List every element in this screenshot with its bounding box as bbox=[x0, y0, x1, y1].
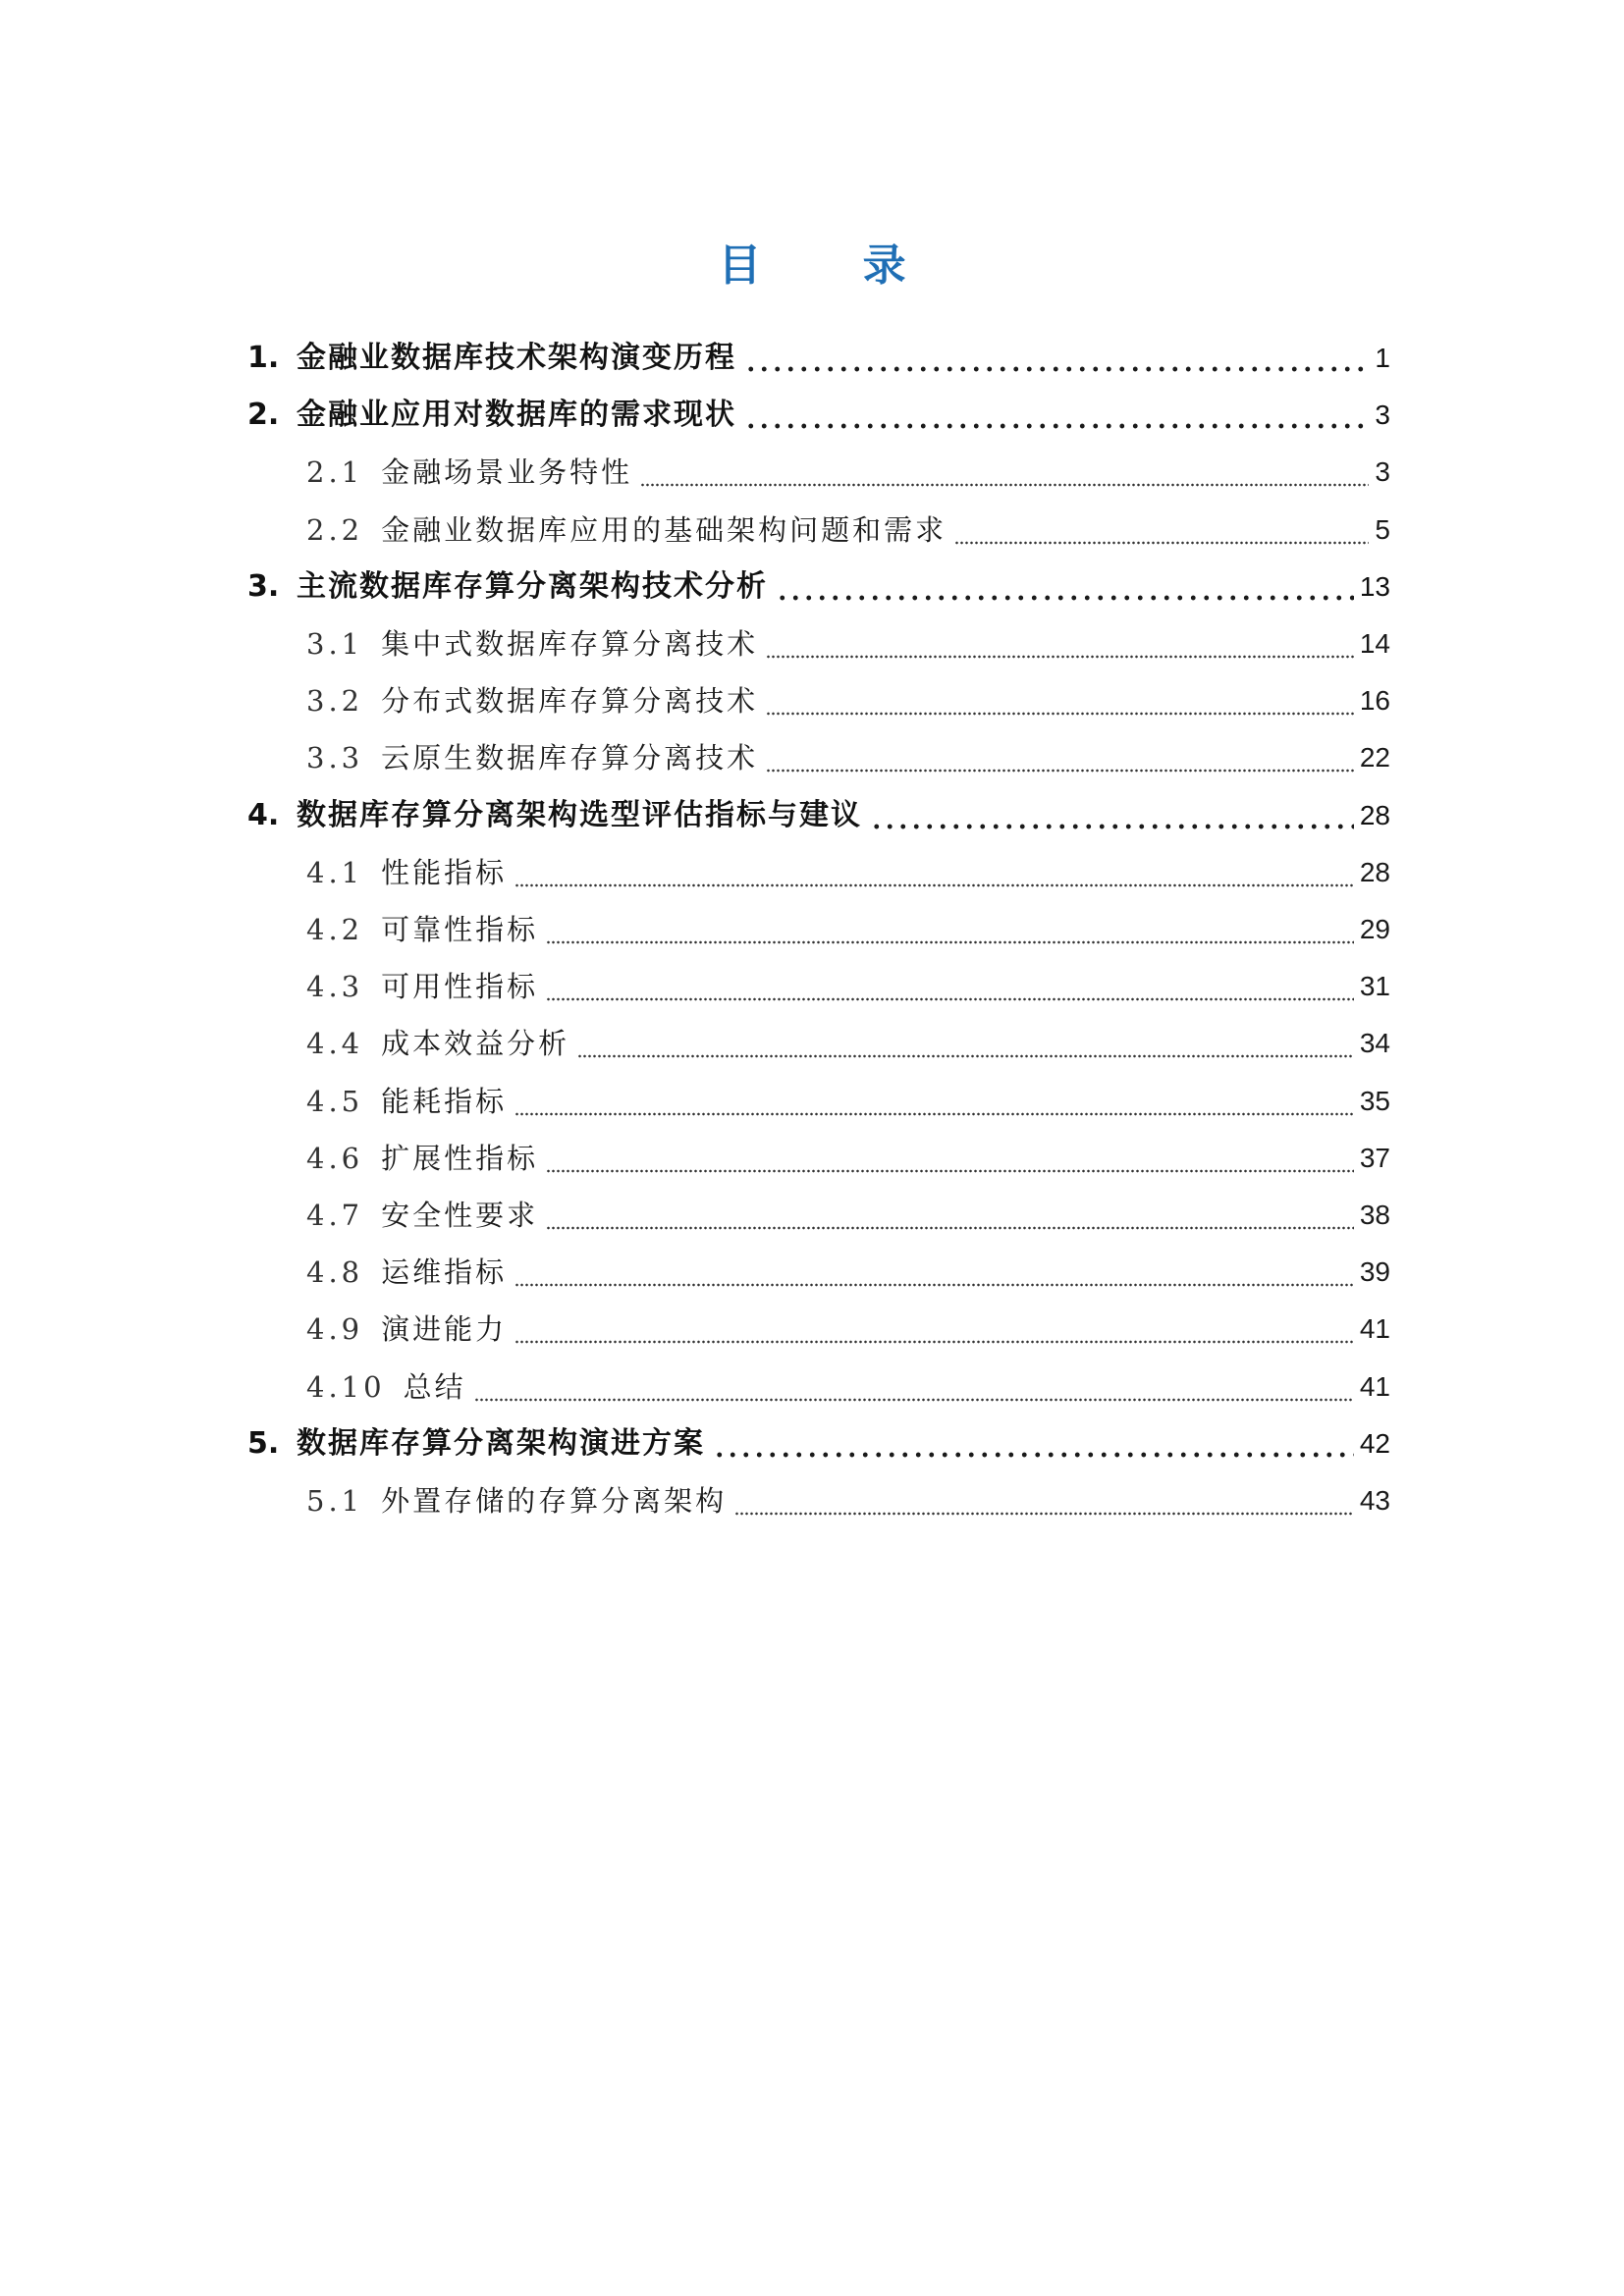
toc-entry[interactable] bbox=[306, 853, 1390, 892]
toc-entry-page-number: 29 bbox=[1359, 914, 1390, 944]
toc-entry[interactable] bbox=[306, 967, 1390, 1006]
toc-entry[interactable] bbox=[306, 681, 1390, 721]
toc-entry-number: 3. bbox=[247, 568, 280, 604]
toc-entry-page-number: 37 bbox=[1359, 1142, 1390, 1173]
toc-entry[interactable] bbox=[306, 1367, 1390, 1407]
toc-dot-leader bbox=[514, 853, 1354, 892]
toc-entry-title: 运维指标 bbox=[381, 1255, 508, 1290]
toc-entry-page-number: 42 bbox=[1359, 1427, 1390, 1459]
toc-entry[interactable] bbox=[306, 624, 1390, 664]
toc-dot-leader bbox=[776, 567, 1354, 607]
toc-dot-leader bbox=[546, 1139, 1354, 1178]
toc-dot-leader bbox=[744, 396, 1369, 435]
toc-dot-leader bbox=[546, 910, 1354, 949]
toc-entry-number: 2.1 bbox=[306, 455, 364, 490]
toc-entry-title: 金融业数据库应用的基础架构问题和需求 bbox=[381, 512, 947, 547]
toc-dot-leader bbox=[514, 1309, 1354, 1349]
toc-entry-page-number: 3 bbox=[1375, 456, 1390, 488]
toc-entry[interactable] bbox=[247, 1424, 1390, 1464]
toc-entry[interactable] bbox=[306, 1082, 1390, 1121]
toc-entry-page-number: 1 bbox=[1375, 343, 1390, 373]
toc-dot-leader bbox=[514, 1253, 1354, 1292]
toc-entry-page-number: 35 bbox=[1359, 1085, 1390, 1116]
toc-entry-title: 扩展性指标 bbox=[381, 1141, 539, 1175]
toc-entry-title: 可靠性指标 bbox=[381, 913, 539, 946]
toc-dot-leader bbox=[713, 1424, 1354, 1464]
toc-entry-number: 1. bbox=[247, 341, 280, 375]
toc-dot-leader bbox=[766, 738, 1354, 777]
toc-entry-page-number: 41 bbox=[1359, 1370, 1390, 1402]
toc-entry-number: 5.1 bbox=[306, 1484, 364, 1518]
toc-entry-title: 外置存储的存算分离架构 bbox=[381, 1484, 728, 1518]
toc-entry[interactable] bbox=[247, 796, 1390, 835]
toc-entry-title: 性能指标 bbox=[381, 855, 508, 889]
toc-entry-title: 可用性指标 bbox=[381, 970, 539, 1004]
toc-entry-number: 4.5 bbox=[306, 1084, 364, 1118]
toc-entry-title: 分布式数据库存算分离技术 bbox=[381, 684, 759, 719]
page-title: 目 录 bbox=[718, 240, 949, 292]
toc-entry[interactable] bbox=[247, 396, 1390, 435]
toc-entry[interactable] bbox=[247, 339, 1390, 378]
toc-entry[interactable] bbox=[306, 1024, 1390, 1063]
toc-entry[interactable] bbox=[306, 1253, 1390, 1292]
toc-dot-leader bbox=[954, 510, 1369, 550]
toc-entry-page-number: 16 bbox=[1359, 685, 1390, 717]
toc-entry-title: 总结 bbox=[403, 1369, 466, 1404]
toc-entry-page-number: 31 bbox=[1359, 971, 1390, 1002]
toc-entry-title: 能耗指标 bbox=[381, 1084, 508, 1118]
toc-entry-title: 安全性要求 bbox=[381, 1199, 539, 1232]
toc-entry-page-number: 34 bbox=[1359, 1028, 1390, 1059]
toc-dot-leader bbox=[474, 1367, 1354, 1407]
toc-entry-page-number: 28 bbox=[1359, 856, 1390, 887]
toc-entry[interactable] bbox=[306, 1196, 1390, 1235]
toc-dot-leader bbox=[577, 1024, 1354, 1063]
toc-entry[interactable] bbox=[306, 1481, 1390, 1521]
toc-entry[interactable] bbox=[306, 910, 1390, 949]
toc-entry-number: 4.8 bbox=[306, 1255, 364, 1290]
toc-entry[interactable] bbox=[306, 510, 1390, 550]
toc-entry-page-number: 22 bbox=[1359, 742, 1390, 774]
toc-entry-number: 3.1 bbox=[306, 627, 364, 661]
toc-entry-number: 4.9 bbox=[306, 1312, 364, 1347]
toc-entry-title: 主流数据库存算分离架构技术分析 bbox=[297, 568, 768, 604]
toc-entry-page-number: 38 bbox=[1359, 1200, 1390, 1230]
toc-entry[interactable] bbox=[306, 453, 1390, 492]
toc-entry-number: 5. bbox=[247, 1425, 280, 1461]
toc-entry-number: 4.6 bbox=[306, 1141, 364, 1175]
toc-entry-title: 数据库存算分离架构选型评估指标与建议 bbox=[297, 797, 862, 832]
toc-entry-page-number: 13 bbox=[1359, 570, 1390, 602]
toc-entry-page-number: 14 bbox=[1359, 628, 1390, 659]
toc-entry-number: 2.2 bbox=[306, 512, 364, 547]
toc-entry-title: 云原生数据库存算分离技术 bbox=[381, 741, 759, 775]
toc-entry-page-number: 41 bbox=[1359, 1313, 1390, 1345]
toc-entry-page-number: 39 bbox=[1359, 1256, 1390, 1288]
toc-entry-page-number: 3 bbox=[1375, 400, 1390, 431]
toc-entry-number: 4.2 bbox=[306, 913, 364, 946]
toc-dot-leader bbox=[546, 967, 1354, 1006]
toc-entry[interactable] bbox=[306, 1309, 1390, 1349]
toc-dot-leader bbox=[734, 1481, 1354, 1521]
toc-entry-title: 成本效益分析 bbox=[381, 1027, 570, 1061]
toc-entry-number: 2. bbox=[247, 398, 280, 433]
toc-entry-title: 金融场景业务特性 bbox=[381, 455, 633, 490]
toc-entry-number: 4.3 bbox=[306, 970, 364, 1004]
toc-entry-number: 3.3 bbox=[306, 741, 364, 775]
toc-dot-leader bbox=[766, 624, 1354, 664]
toc-entry-title: 金融业数据库技术架构演变历程 bbox=[297, 341, 736, 375]
toc-entry-number: 3.2 bbox=[306, 684, 364, 719]
toc-entry-number: 4.7 bbox=[306, 1199, 364, 1232]
toc-entry-page-number: 43 bbox=[1359, 1485, 1390, 1516]
toc-dot-leader bbox=[766, 681, 1354, 721]
toc-entry-number: 4. bbox=[247, 797, 280, 832]
toc-entry-title: 数据库存算分离架构演进方案 bbox=[297, 1425, 705, 1461]
toc-entry[interactable] bbox=[306, 738, 1390, 777]
toc-entry-title: 金融业应用对数据库的需求现状 bbox=[297, 398, 736, 433]
toc-entry-page-number: 5 bbox=[1375, 513, 1390, 545]
toc-dot-leader bbox=[546, 1196, 1354, 1235]
toc-entry[interactable] bbox=[306, 1139, 1390, 1178]
toc-entry-number: 4.10 bbox=[306, 1369, 386, 1404]
toc-entry-title: 集中式数据库存算分离技术 bbox=[381, 627, 759, 661]
toc-entry[interactable] bbox=[247, 567, 1390, 607]
toc-dot-leader bbox=[870, 796, 1354, 835]
toc-entry-title: 演进能力 bbox=[381, 1312, 508, 1347]
toc-entry-page-number: 28 bbox=[1359, 799, 1390, 830]
toc-entry-number: 4.1 bbox=[306, 855, 364, 889]
toc-dot-leader bbox=[744, 339, 1369, 378]
toc-dot-leader bbox=[640, 453, 1369, 492]
toc-dot-leader bbox=[514, 1082, 1354, 1121]
toc-entry-number: 4.4 bbox=[306, 1027, 364, 1061]
